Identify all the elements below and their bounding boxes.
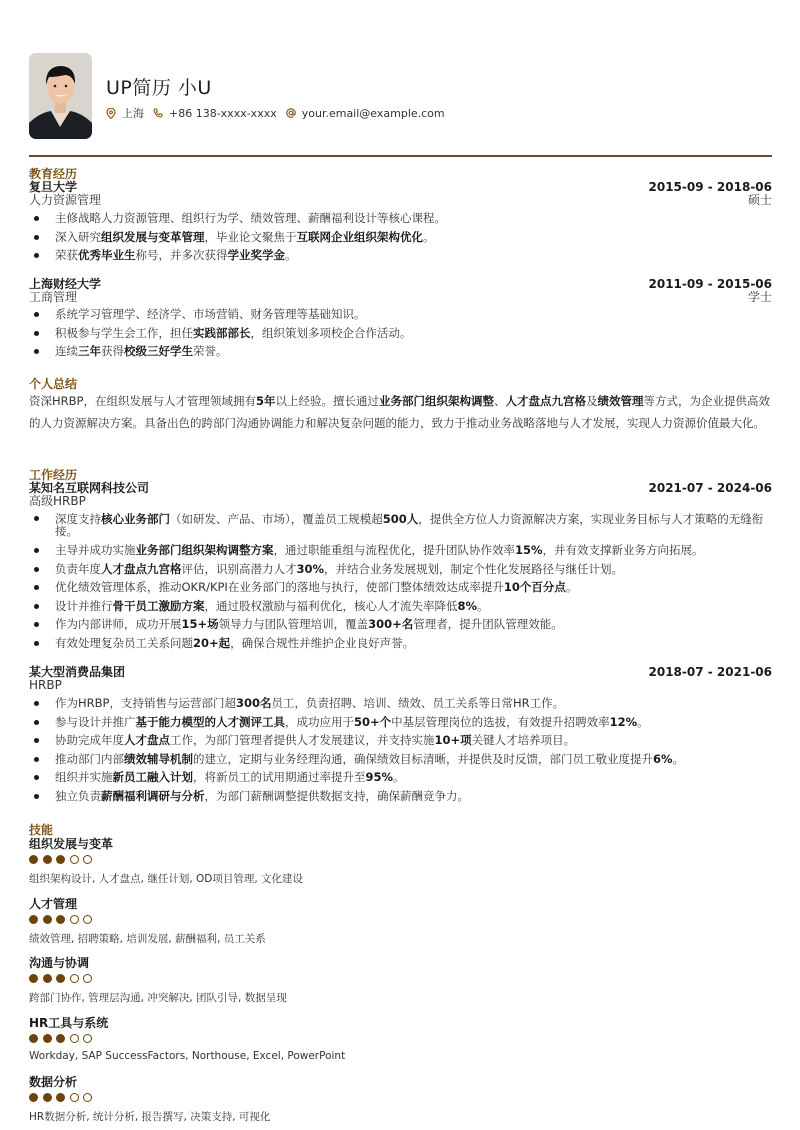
bullet-item: 有效处理复杂员工关系问题20+起，确保合规性并维护企业良好声誉。 [29,634,769,653]
bullet-item: 独立负责薪酬福利调研与分析，为部门薪酬调整提供数据支持，确保薪酬竞争力。 [29,787,769,806]
contact-location [106,105,144,121]
bullet-item: 设计并推行骨干员工激励方案，通过股权激励与福利优化，核心人才流失率降低8%。 [29,597,769,616]
bullet-item: 深度支持核心业务部门（如研发、产品、市场），覆盖员工规模超500人，提供全方位人力资源解决方案，实现业务目标与人才策略的无缝衔接。 [29,510,769,541]
contact-phone [153,107,277,120]
contact-email [286,107,445,120]
skill-level-rating [29,855,97,864]
bullet-item: 连续三年获得校级三好学生荣誉。 [29,342,769,361]
education-bullets [29,305,769,361]
work-bullets [29,694,769,806]
phone-icon [153,108,163,118]
skill-description: Workday, SAP SuccessFactors, Northouse, Excel, PowerPoint [29,1049,346,1062]
filled-dot-icon [43,915,52,924]
bullet-item: 作为内部讲师，成功开展15+场领导力与团队管理培训，覆盖300+名管理者，提升团队管理效能。 [29,615,769,634]
school-major: 工商管理 [29,290,78,304]
filled-dot-icon [29,974,38,983]
location-text: 上海 [122,107,144,120]
filled-dot-icon [56,855,65,864]
header-divider [29,155,772,157]
filled-dot-icon [43,855,52,864]
empty-dot-icon [83,1093,92,1102]
skill-name: HR工具与系统 [29,1015,109,1030]
education-section-title: 教育经历 [29,167,78,181]
education-date: 2015-09 - 2018-06 [648,180,772,194]
school-name: 上海财经大学 [29,277,102,291]
contact-info [106,105,454,121]
skill-description: 绩效管理, 招聘策略, 培训发展, 薪酬福利, 员工关系 [29,932,266,945]
bullet-item: 系统学习管理学、经济学、市场营销、财务管理等基础知识。 [29,305,769,324]
skill-description: 跨部门协作, 管理层沟通, 冲突解决, 团队引导, 数据呈现 [29,992,287,1004]
bullet-item: 参与设计并推广基于能力模型的人才测评工具，成功应用于50+个中基层管理岗位的选拔，有效提升招聘效率12%。 [29,713,769,732]
bullet-item: 组织并实施新员工融入计划，将新员工的试用期通过率提升至95%。 [29,768,769,787]
education-date: 2011-09 - 2015-06 [648,277,772,291]
bullet-item: 荣获优秀毕业生称号，并多次获得学业奖学金。 [29,246,769,265]
bullet-item: 优化绩效管理体系，推动OKR/KPI在业务部门的落地与执行，使部门整体绩效达成率提升10个百分点。 [29,578,769,597]
at-icon [286,108,296,118]
candidate-name: UP简历 小U [106,77,212,99]
filled-dot-icon [29,1034,38,1043]
job-title: HRBP [29,678,62,692]
bullet-item: 负责年度人才盘点九宫格评估，识别高潜力人才30%，并结合业务发展规划，制定个性化发展路径与继任计划。 [29,560,769,579]
filled-dot-icon [29,855,38,864]
empty-dot-icon [70,1034,79,1043]
empty-dot-icon [83,915,92,924]
school-major: 人力资源管理 [29,193,102,207]
bullet-item: 主修战略人力资源管理、组织行为学、绩效管理、薪酬福利设计等核心课程。 [29,209,769,228]
company-name: 某大型消费品集团 [29,665,126,679]
degree: 学士 [747,290,772,304]
filled-dot-icon [56,1034,65,1043]
degree: 硕士 [747,193,772,207]
skill-name: 组织发展与变革 [29,837,114,851]
profile-photo [29,53,92,139]
filled-dot-icon [56,1093,65,1102]
filled-dot-icon [56,915,65,924]
skill-name: 人才管理 [29,896,78,911]
empty-dot-icon [70,974,79,983]
filled-dot-icon [56,974,65,983]
phone-text[interactable]: +86 138-xxxx-xxxx [169,106,277,120]
summary-section-title: 个人总结 [29,377,78,391]
empty-dot-icon [70,1093,79,1102]
filled-dot-icon [43,1093,52,1102]
filled-dot-icon [29,915,38,924]
empty-dot-icon [83,855,92,864]
work-section-title: 工作经历 [29,468,78,482]
work-date: 2018-07 - 2021-06 [648,665,772,679]
skills-section-title: 技能 [29,823,54,837]
bullet-item: 推动部门内部绩效辅导机制的建立，定期与业务经理沟通，确保绩效目标清晰，并提供及时反馈，部门员工敬业度提升6%。 [29,750,769,769]
filled-dot-icon [43,1034,52,1043]
skill-name: 数据分析 [29,1075,78,1089]
skill-level-rating [29,1034,97,1043]
skill-level-rating [29,1093,97,1102]
bullet-item: 协助完成年度人才盘点工作，为部门管理者提供人才发展建议，并支持实施10+项关键人才培养项目。 [29,731,769,750]
bullet-item: 深入研究组织发展与变革管理，毕业论文聚焦于互联网企业组织架构优化。 [29,228,769,247]
education-bullets [29,209,769,265]
job-title: 高级HRBP [29,494,86,508]
bullet-item: 积极参与学生会工作，担任实践部部长，组织策划多项校企合作活动。 [29,324,769,343]
bullet-item: 主导并成功实施业务部门组织架构调整方案，通过职能重组与流程优化，提升团队协作效率15%，并有效支撑新业务方向拓展。 [29,541,769,560]
email-text[interactable]: your.email@example.com [301,106,445,120]
skill-level-rating [29,974,97,983]
skill-name: 沟通与协调 [29,956,90,970]
bullet-item: 作为HRBP，支持销售与运营部门超300名员工，负责招聘、培训、绩效、员工关系等日常HR工作。 [29,694,769,713]
work-date: 2021-07 - 2024-06 [648,481,772,495]
empty-dot-icon [83,974,92,983]
empty-dot-icon [70,855,79,864]
skill-description: HR数据分析, 统计分析, 报告撰写, 决策支持, 可视化 [29,1111,271,1123]
skill-level-rating [29,915,97,924]
school-name: 复旦大学 [29,180,78,194]
location-pin-icon [106,108,116,119]
company-name: 某知名互联网科技公司 [29,481,150,495]
empty-dot-icon [83,1034,92,1043]
resume-header [29,53,774,139]
summary-text: 资深HRBP，在组织发展与人才管理领域拥有5年以上经验。擅长通过业务部门组织架构调整、人才盘点九宫格及绩效管理等方式，为企业提供高效的人力资源解决方案。具备出色的跨部门沟通协调能力和解决复杂问题的能力，致力于推动业务战略落地与人才发展，实现人力资源价值最大化。 [29,394,770,430]
skill-description: 组织架构设计, 人才盘点, 继任计划, OD项目管理, 文化建设 [29,873,304,885]
filled-dot-icon [43,974,52,983]
empty-dot-icon [70,915,79,924]
work-bullets [29,510,769,653]
filled-dot-icon [29,1093,38,1102]
